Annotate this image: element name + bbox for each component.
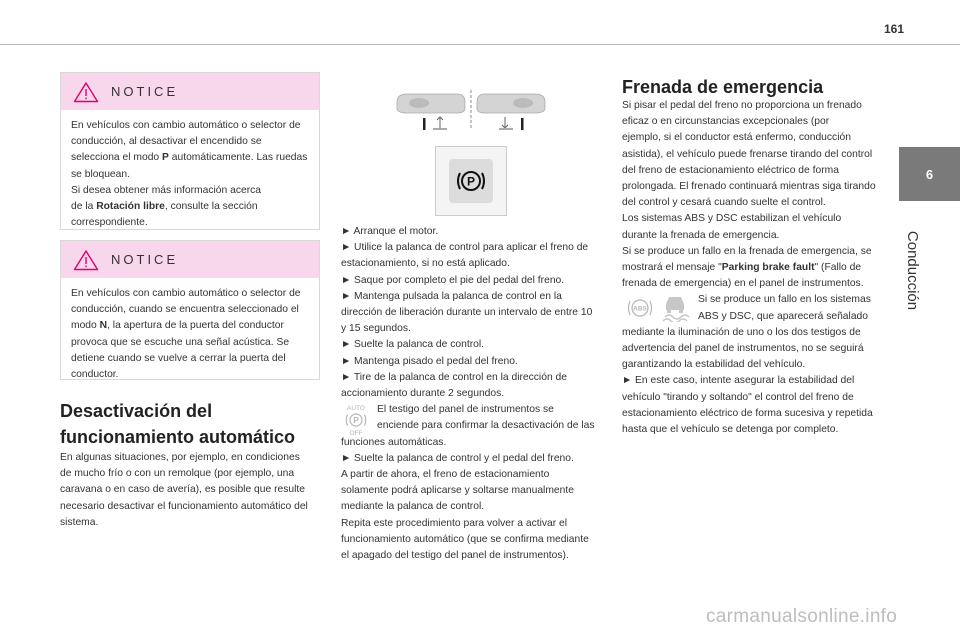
- text-line: A partir de ahora, el freno de estacionamiento: [341, 469, 550, 481]
- svg-text:OFF: OFF: [349, 430, 363, 437]
- text-line: durante la frenada de emergencia.: [622, 229, 780, 241]
- svg-text:P: P: [353, 416, 359, 425]
- chapter-title: Conducción: [904, 230, 922, 310]
- text-line: En algunas situaciones, por ejemplo, en condiciones: [60, 452, 300, 463]
- text-line: conducción, cuando se encuentra seleccionado el: [71, 304, 299, 316]
- notice-header: [61, 241, 319, 278]
- text-line: advertencia del panel de instrumentos, no se seguirá: [622, 343, 864, 355]
- svg-text:AUTO: AUTO: [347, 405, 365, 412]
- text-line: prolongada. El frenado continuará mientras siga tirando: [622, 181, 876, 193]
- text-line: frenada de emergencia) en el panel de instrumentos.: [622, 278, 864, 290]
- text-line: vehículo "tirando y soltando" el control del freno de: [622, 391, 854, 403]
- text-line: se bloquean.: [71, 168, 130, 180]
- text-line: Si se produce un fallo en la frenada de emergencia, se: [622, 245, 872, 257]
- text-line: ► En este caso, intente asegurar la estabilidad del: [622, 375, 855, 387]
- text-line: accionamiento durante 2 segundos.: [341, 388, 505, 400]
- section-heading-emergency: Frenada de emergencia: [622, 77, 824, 97]
- text-line: estacionamiento eléctrico de forma sucesiva y repetida: [622, 407, 873, 419]
- watermark: carmanualsonline.info: [706, 606, 898, 627]
- text-line: de mucho frío o con un remolque (por ejemplo, una: [60, 468, 295, 480]
- notice-box-1: [60, 72, 320, 230]
- text-line: En vehículos con cambio automático o selector de: [71, 120, 301, 131]
- text-line: funcionamiento automático (que se confirma mediante: [341, 533, 589, 545]
- text-line: caravana o en caso de avería), es posible que resulte: [60, 484, 305, 496]
- text-line: mediante la palanca de control.: [341, 501, 485, 513]
- text-line: ► Saque por completo el pie del pedal del freno.: [341, 274, 565, 286]
- text-line: el apagado del testigo del panel de instrumentos).: [341, 550, 569, 562]
- section-heading-deactivation: Desactivación del funcionamiento automático: [60, 401, 296, 447]
- parking-brake-switch-illustration: [435, 146, 507, 216]
- text-line: Repita este procedimiento para volver a activar el: [341, 517, 568, 529]
- text-line: solamente podrá aplicarse y soltarse manualmente: [341, 485, 574, 497]
- dsc-warning-icon: [660, 292, 690, 322]
- text-line: de la Rotación libre, consulte la sección: [71, 201, 258, 213]
- control-lever-illustration: [393, 86, 549, 132]
- text-line: hasta que el vehículo se detenga por completo.: [622, 424, 839, 436]
- text-line: necesario desactivar el funcionamiento automático del: [60, 500, 308, 512]
- text-line: detiene cuando se vuelve a cerrar la puerta del: [71, 352, 286, 364]
- warning-triangle-icon: [73, 249, 99, 271]
- header-rule: [0, 44, 960, 45]
- text-line: funciones automáticas.: [341, 436, 447, 448]
- text-line: mediante la iluminación de uno o los dos testigos de: [622, 326, 861, 338]
- text-line: El testigo del panel de instrumentos se: [377, 404, 554, 416]
- abs-warning-icon: [626, 295, 654, 321]
- auto-off-indicator-icon: [341, 403, 371, 437]
- emergency-paragraph: [622, 98, 890, 438]
- text-line: del freno de estacionamiento eléctrico de forma: [622, 164, 839, 176]
- text-line: ► Mantenga pisado el pedal del freno.: [341, 355, 518, 367]
- text-line: conductor.: [71, 369, 119, 381]
- text-line: ► Suelte la palanca de control.: [341, 339, 484, 351]
- notice-title: NOTICE: [111, 252, 179, 267]
- text-line: y 15 segundos.: [341, 323, 411, 335]
- text-line: sistema.: [60, 516, 99, 528]
- text-line: eficaz o en circunstancias excepcionales (por: [622, 116, 830, 128]
- text-line: conducción, al desactivar el encendido se: [71, 136, 262, 148]
- text-line: ► Mantenga pulsada la palanca de control en la: [341, 290, 562, 302]
- chapter-tab[interactable]: [899, 147, 960, 201]
- text-line: Si desea obtener más información acerca: [71, 184, 262, 196]
- svg-text:ABS: ABS: [633, 305, 647, 313]
- text-line: En vehículos con cambio automático o selector de: [71, 288, 301, 299]
- text-line: ► Tire de la palanca de control en la dirección de: [341, 371, 567, 383]
- notice-box-2: [60, 240, 320, 380]
- text-line: provoca que se escuche una señal acústica. Se: [71, 336, 290, 348]
- chapter-label: [898, 215, 928, 325]
- text-line: selecciona el modo P automáticamente. Las ruedas: [71, 152, 308, 164]
- page-number: 161: [884, 22, 905, 36]
- warning-triangle-icon: [73, 81, 99, 103]
- notice-body-1: [61, 110, 319, 241]
- notice-header: [61, 73, 319, 110]
- svg-text:P: P: [466, 174, 476, 189]
- text-line: correspondiente.: [71, 217, 148, 229]
- text-line: Los sistemas ABS y DSC estabilizan el vehículo: [622, 213, 842, 225]
- text-line: enciende para confirmar la desactivación de las: [377, 420, 595, 432]
- text-line: Si se produce un fallo en los sistemas: [698, 294, 871, 306]
- chapter-number: 6: [925, 166, 934, 182]
- text-line: mostrará el mensaje "Parking brake fault" (Fallo de: [622, 262, 862, 274]
- notice-title: NOTICE: [111, 84, 179, 99]
- text-line: ► Arranque el motor.: [341, 226, 439, 237]
- text-line: estacionamiento, si no está aplicado.: [341, 258, 510, 270]
- text-line: ABS y DSC, que aparecerá señalado: [698, 310, 868, 322]
- text-line: modo N, la apertura de la puerta del conductor: [71, 320, 284, 332]
- text-line: ► Suelte la palanca de control y el pedal del freno.: [341, 452, 574, 464]
- parking-brake-icon: [454, 168, 488, 194]
- text-line: ejemplo, si el conductor está enfermo, conducción: [622, 132, 851, 144]
- text-line: Si pisar el pedal del freno no proporciona un frenado: [622, 100, 862, 111]
- text-line: del control y cesará cuando suelte el control.: [622, 197, 826, 209]
- deactivation-paragraph: [60, 450, 322, 531]
- notice-body-2: [61, 278, 319, 393]
- text-line: garantizando la estabilidad del vehículo.: [622, 359, 806, 371]
- text-line: ► Utilice la palanca de control para aplicar el freno de: [341, 242, 589, 254]
- text-line: dirección de liberación durante un intervalo de entre 10: [341, 307, 593, 319]
- text-line: asistida), el vehículo puede frenarse tirando del control: [622, 148, 873, 160]
- procedure-paragraph: [341, 224, 605, 564]
